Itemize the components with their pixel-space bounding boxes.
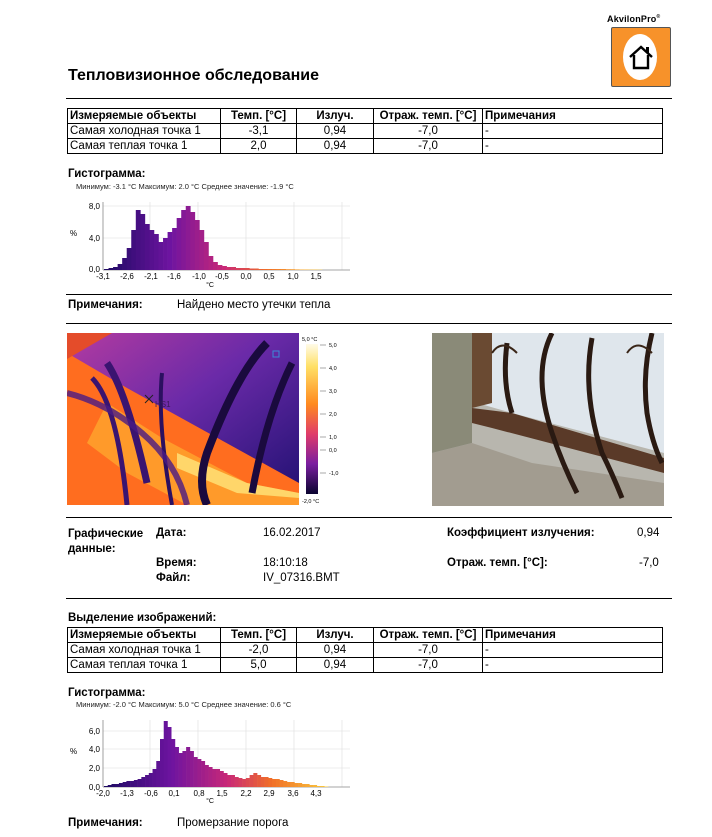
histogram-bar: [141, 777, 145, 787]
date-value: 16.02.2017: [263, 527, 321, 539]
histogram-bar: [199, 230, 204, 270]
x-tick: -2,1: [144, 272, 158, 281]
histogram-bar: [268, 269, 273, 270]
histogram-bar: [138, 779, 142, 787]
scale-tick: 5,0: [329, 343, 337, 349]
measurements-table-1: [67, 108, 663, 154]
histogram-bar: [227, 267, 232, 270]
histogram-bar: [258, 269, 263, 270]
histogram-1-ylabel: %: [70, 229, 78, 238]
histogram-bar: [145, 224, 150, 270]
histogram-bar: [321, 786, 325, 787]
histogram-bar: [240, 268, 245, 270]
histogram-bar: [136, 210, 141, 270]
x-tick: -1,6: [167, 272, 181, 281]
histogram-bar: [263, 269, 268, 270]
histogram-2-stats: Минимум: -2.0 °C Максимум: 5.0 °C Среднее значение: 0.6 °C: [76, 700, 292, 709]
histogram-bar: [204, 242, 209, 270]
histogram-bar: [209, 767, 213, 787]
histogram-bar: [156, 761, 160, 787]
histogram-bar: [126, 781, 130, 787]
x-tick: 2,9: [263, 789, 275, 798]
histogram-bar: [113, 267, 118, 270]
histogram-bar: [231, 775, 235, 787]
visual-photo: [432, 333, 664, 506]
x-tick: 3,6: [287, 789, 299, 798]
histogram-bar: [153, 769, 157, 787]
histogram-bar: [294, 783, 298, 787]
x-tick: -1,0: [192, 272, 206, 281]
notes-1-value: Найдено место утечки тепла: [177, 299, 331, 311]
histogram-bar: [182, 751, 186, 787]
x-tick: 1,5: [216, 789, 228, 798]
histogram-bar: [190, 751, 194, 787]
histogram-bar: [130, 781, 134, 787]
histogram-bar: [306, 784, 310, 787]
brand-name: AkvilonPro®: [607, 14, 661, 24]
histogram-bar: [295, 269, 300, 270]
notes-2-label: Примечания:: [68, 817, 143, 829]
refl-temp-label: Отраж. темп. [°C]:: [447, 557, 548, 569]
table-row: Самая холодная точка 1 -2,0 0,94 -7,0 -: [68, 643, 663, 658]
histogram-bar: [304, 270, 309, 271]
histogram-bar: [279, 780, 283, 787]
x-tick: 1,5: [310, 272, 322, 281]
histogram-bar: [254, 269, 259, 271]
x-tick: 0,0: [240, 272, 252, 281]
histogram-bar: [238, 778, 242, 787]
histogram-bar: [276, 779, 280, 787]
histogram-bar: [216, 769, 220, 787]
divider: [66, 517, 672, 518]
scale-max: 5,0 °C: [302, 337, 318, 343]
histogram-bar: [104, 786, 108, 787]
histogram-bar: [168, 232, 173, 270]
histogram-bar: [186, 206, 191, 270]
x-tick: 4,3: [310, 789, 322, 798]
x-tick: -2,6: [120, 272, 134, 281]
brand-logo: [611, 27, 671, 87]
histogram-bar: [163, 238, 168, 270]
histogram-bar: [134, 780, 138, 787]
y-tick: 8,0: [88, 202, 100, 211]
histogram-bar: [172, 228, 177, 270]
table-row: Самая теплая точка 1 2,0 0,94 -7,0 -: [68, 139, 663, 154]
table-header: Измеряемые объекты Темп. [°C] Излуч. Отраж. темп. [°C] Примечания: [68, 109, 663, 124]
x-tick: -0,6: [144, 789, 158, 798]
histogram-bar: [281, 269, 286, 270]
histogram-bar: [154, 234, 159, 270]
histogram-bar: [164, 721, 168, 787]
emissivity-value: 0,94: [637, 527, 660, 539]
histogram-bar: [277, 269, 282, 270]
histogram-bar: [272, 779, 276, 787]
divider: [66, 598, 672, 599]
histogram-bar: [197, 759, 201, 787]
histogram-bar: [171, 739, 175, 787]
scale-tick: 2,0: [329, 412, 337, 418]
graphic-data-label: Графические данные:: [68, 528, 144, 555]
divider: [66, 323, 672, 324]
histogram-bar: [140, 214, 145, 270]
histogram-bar: [175, 747, 179, 787]
histogram-2-ylabel: %: [70, 747, 78, 756]
y-tick: 6,0: [88, 727, 100, 736]
histogram-2: [60, 710, 360, 810]
histogram-1: [60, 192, 360, 292]
scale-tick: 3,0: [329, 389, 337, 395]
x-tick: 0,8: [193, 789, 205, 798]
scale-tick: 4,0: [329, 366, 337, 372]
histogram-bar: [149, 230, 154, 270]
histogram-bar: [222, 266, 227, 270]
histogram-2-heading: Гистограмма:: [68, 687, 146, 699]
histogram-bar: [190, 212, 195, 270]
scale-tick: 0,0: [329, 448, 337, 454]
histogram-bar: [268, 778, 272, 787]
histogram-bar: [317, 786, 321, 787]
histogram-bar: [290, 269, 295, 270]
histogram-bar: [127, 248, 132, 270]
histogram-bar: [145, 775, 149, 787]
histogram-bar: [249, 269, 254, 271]
histogram-bar: [123, 782, 127, 787]
divider: [66, 294, 672, 295]
scale-min: -2,0 °C: [302, 499, 320, 505]
measurements-table-2: [67, 627, 663, 673]
histogram-bar: [186, 747, 190, 787]
table-row: Самая теплая точка 1 5,0 0,94 -7,0 -: [68, 658, 663, 673]
x-tick: 2,2: [240, 789, 252, 798]
histogram-bar: [257, 775, 261, 787]
emissivity-label: Коэффициент излучения:: [447, 527, 595, 539]
histogram-bar: [195, 220, 200, 270]
histogram-bar: [242, 779, 246, 787]
histogram-bar: [218, 265, 223, 270]
y-tick: 4,0: [88, 234, 100, 243]
thermal-image: [67, 333, 299, 505]
y-tick: 2,0: [88, 764, 100, 773]
date-label: Дата:: [156, 527, 187, 539]
page-title: Тепловизионное обследование: [68, 67, 319, 84]
histogram-bar: [223, 773, 227, 787]
histogram-bar: [236, 268, 241, 270]
histogram-bar: [227, 775, 231, 787]
table-header: Измеряемые объекты Темп. [°C] Излуч. Отраж. темп. [°C] Примечания: [68, 628, 663, 643]
title-divider: [66, 98, 672, 99]
histogram-bar: [283, 781, 287, 787]
histogram-bar: [111, 784, 115, 787]
time-label: Время:: [156, 557, 197, 569]
histogram-bar: [119, 783, 123, 787]
x-tick: -1,3: [120, 789, 134, 798]
scale-tick: 1,0: [329, 435, 337, 441]
histogram-bar: [246, 778, 250, 787]
notes-1-label: Примечания:: [68, 299, 143, 311]
histogram-bar: [118, 264, 123, 270]
histogram-bar: [299, 270, 304, 271]
histogram-bar: [261, 777, 265, 787]
file-value: IV_07316.BMT: [263, 572, 340, 584]
x-tick: 0,1: [168, 789, 180, 798]
table-row: Самая холодная точка 1 -3,1 0,94 -7,0 -: [68, 124, 663, 139]
histogram-bar: [159, 242, 164, 270]
histogram-bar: [309, 785, 313, 787]
x-unit: °C: [206, 798, 214, 805]
histogram-bar: [213, 262, 218, 270]
histogram-bar: [287, 782, 291, 787]
x-tick: -2,0: [96, 789, 110, 798]
histogram-bar: [272, 269, 277, 270]
temperature-scale: [300, 333, 350, 505]
x-unit: °C: [206, 282, 214, 289]
histogram-bar: [115, 784, 119, 787]
histogram-bar: [179, 753, 183, 787]
histogram-bar: [313, 785, 317, 787]
histogram-1-heading: Гистограмма:: [68, 168, 146, 180]
y-tick: 4,0: [88, 745, 100, 754]
histogram-bar: [167, 727, 171, 787]
histogram-bar: [201, 761, 205, 787]
histogram-bar: [245, 268, 250, 270]
histogram-bar: [235, 777, 239, 787]
histogram-bar: [298, 783, 302, 787]
house-icon: [626, 42, 656, 72]
histogram-bar: [265, 777, 269, 787]
histogram-bar: [324, 787, 328, 788]
histogram-bar: [250, 775, 254, 787]
x-tick: -0,5: [215, 272, 229, 281]
x-tick: 1,0: [287, 272, 299, 281]
histogram-bar: [231, 267, 236, 270]
scale-tick: -1,0: [329, 471, 339, 477]
file-label: Файл:: [156, 572, 191, 584]
x-tick: 0,5: [263, 272, 275, 281]
y-tick: 0,0: [88, 265, 100, 274]
y-tick: 0,0: [88, 783, 100, 792]
histogram-bar: [212, 769, 216, 787]
histogram-bar: [177, 218, 182, 270]
notes-2-value: Промерзание порога: [177, 817, 289, 829]
histogram-bar: [149, 773, 153, 787]
histogram-bar: [160, 739, 164, 787]
histogram-bar: [291, 782, 295, 787]
histogram-bar: [104, 269, 109, 270]
histogram-bar: [131, 230, 136, 270]
histogram-bar: [122, 258, 127, 270]
histogram-bar: [220, 771, 224, 787]
histogram-bar: [181, 210, 186, 270]
x-tick: -3,1: [96, 272, 110, 281]
svg-text:HS1: HS1: [155, 400, 171, 409]
histogram-bar: [194, 757, 198, 787]
image-selection-heading: Выделение изображений:: [68, 612, 217, 624]
histogram-bar: [302, 784, 306, 787]
histogram-bar: [253, 773, 257, 787]
histogram-bar: [208, 256, 213, 270]
refl-temp-value: -7,0: [639, 557, 659, 569]
time-value: 18:10:18: [263, 557, 308, 569]
histogram-bar: [205, 765, 209, 787]
histogram-bar: [286, 269, 291, 270]
histogram-bar: [109, 268, 114, 270]
histogram-bar: [108, 785, 112, 787]
histogram-1-stats: Минимум: -3.1 °C Максимум: 2.0 °C Среднее значение: -1.9 °C: [76, 182, 294, 191]
